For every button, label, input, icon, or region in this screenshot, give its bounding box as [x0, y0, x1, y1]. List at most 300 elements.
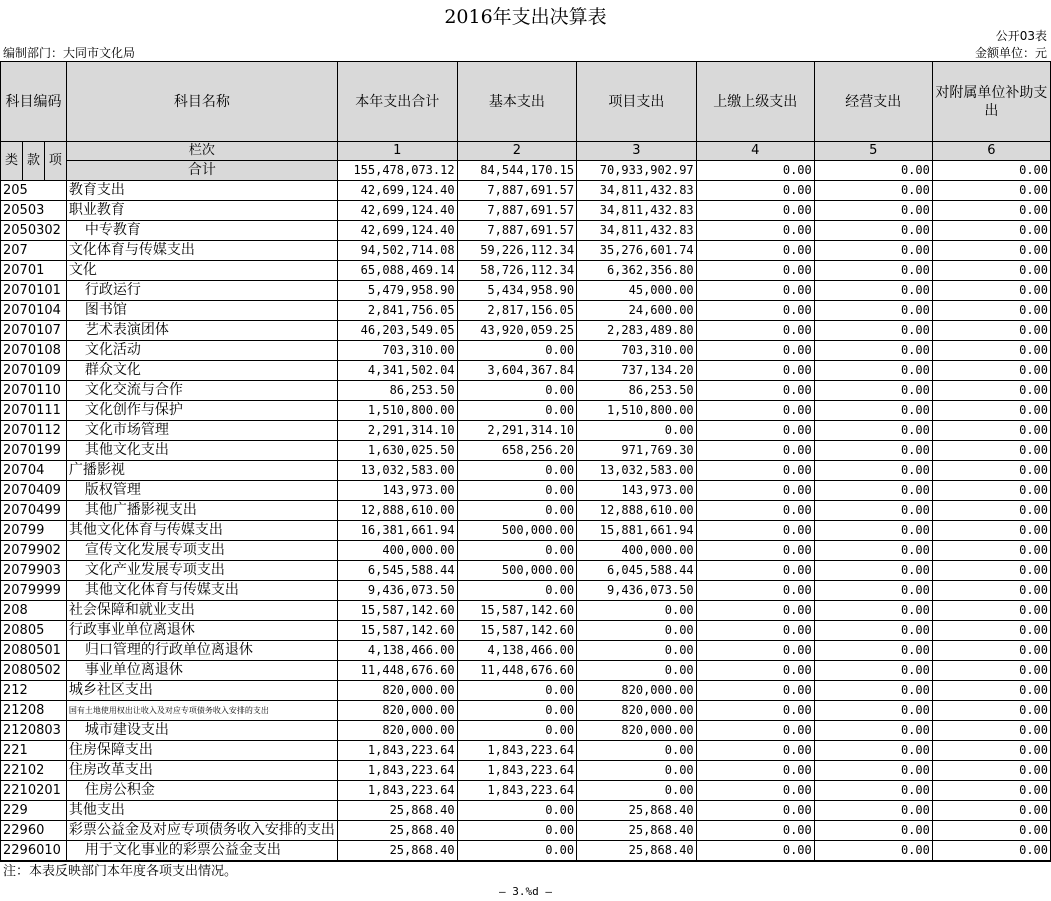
row-total: 2,841,756.05 — [337, 301, 457, 321]
row-upper: 0.00 — [696, 261, 814, 281]
row-subsidy: 0.00 — [932, 581, 1050, 601]
row-subsidy: 0.00 — [932, 601, 1050, 621]
col-number-1: 1 — [337, 142, 457, 161]
row-subsidy: 0.00 — [932, 281, 1050, 301]
row-project: 86,253.50 — [577, 381, 697, 401]
row-basic: 0.00 — [457, 721, 577, 741]
row-subsidy: 0.00 — [932, 421, 1050, 441]
row-upper: 0.00 — [696, 541, 814, 561]
row-total: 820,000.00 — [337, 721, 457, 741]
row-project: 143,973.00 — [577, 481, 697, 501]
row-subsidy: 0.00 — [932, 361, 1050, 381]
header-basic: 基本支出 — [457, 62, 577, 142]
row-subsidy: 0.00 — [932, 841, 1050, 862]
row-basic: 500,000.00 — [457, 561, 577, 581]
row-basic: 2,291,314.10 — [457, 421, 577, 441]
table-row — [1, 321, 1051, 341]
row-business: 0.00 — [814, 841, 932, 862]
table-row — [1, 761, 1051, 781]
row-business: 0.00 — [814, 741, 932, 761]
row-business: 0.00 — [814, 441, 932, 461]
totals-label: 合计 — [66, 161, 337, 181]
row-project: 6,045,588.44 — [577, 561, 697, 581]
table-row — [1, 441, 1051, 461]
table-row — [1, 601, 1051, 621]
row-subsidy: 0.00 — [932, 741, 1050, 761]
column-number-row — [1, 142, 1051, 161]
row-subsidy: 0.00 — [932, 201, 1050, 221]
row-basic: 0.00 — [457, 681, 577, 701]
row-project: 820,000.00 — [577, 681, 697, 701]
row-total: 5,479,958.90 — [337, 281, 457, 301]
row-code: 2120803 — [1, 721, 67, 741]
row-subsidy: 0.00 — [932, 541, 1050, 561]
header-subsidy: 对附属单位补助支出 — [932, 62, 1050, 142]
row-business: 0.00 — [814, 321, 932, 341]
row-name: 归口管理的行政单位离退休 — [66, 641, 337, 661]
col-number-6: 6 — [932, 142, 1050, 161]
row-basic: 0.00 — [457, 841, 577, 862]
totals-upper: 0.00 — [696, 161, 814, 181]
row-code: 2070108 — [1, 341, 67, 361]
table-row — [1, 541, 1051, 561]
row-project: 820,000.00 — [577, 721, 697, 741]
row-upper: 0.00 — [696, 281, 814, 301]
row-basic: 5,434,958.90 — [457, 281, 577, 301]
row-basic: 0.00 — [457, 381, 577, 401]
row-total: 4,138,466.00 — [337, 641, 457, 661]
row-upper: 0.00 — [696, 821, 814, 841]
table-row — [1, 181, 1051, 201]
row-project: 737,134.20 — [577, 361, 697, 381]
table-note: 注：本表反映部门本年度各项支出情况。 — [3, 864, 238, 879]
table-row — [1, 561, 1051, 581]
row-subsidy: 0.00 — [932, 181, 1050, 201]
row-subsidy: 0.00 — [932, 661, 1050, 681]
row-business: 0.00 — [814, 461, 932, 481]
row-total: 1,510,800.00 — [337, 401, 457, 421]
row-total: 820,000.00 — [337, 701, 457, 721]
row-total: 15,587,142.60 — [337, 601, 457, 621]
row-project: 45,000.00 — [577, 281, 697, 301]
page-number: — 3.%d — — [499, 885, 552, 898]
row-code: 2070104 — [1, 301, 67, 321]
row-code: 20503 — [1, 201, 67, 221]
row-business: 0.00 — [814, 361, 932, 381]
row-name: 文化市场管理 — [66, 421, 337, 441]
row-project: 971,769.30 — [577, 441, 697, 461]
row-name: 其他广播影视支出 — [66, 501, 337, 521]
row-subsidy: 0.00 — [932, 701, 1050, 721]
expenditure-table — [0, 61, 1051, 862]
row-name: 城乡社区支出 — [66, 681, 337, 701]
row-business: 0.00 — [814, 641, 932, 661]
row-basic: 0.00 — [457, 341, 577, 361]
totals-subsidy: 0.00 — [932, 161, 1050, 181]
row-business: 0.00 — [814, 781, 932, 801]
row-basic: 1,843,223.64 — [457, 781, 577, 801]
table-number: 公开03表 — [995, 29, 1047, 43]
row-name: 图书馆 — [66, 301, 337, 321]
header-kuan: 款 — [22, 142, 44, 181]
row-total: 15,587,142.60 — [337, 621, 457, 641]
row-basic: 1,843,223.64 — [457, 741, 577, 761]
row-upper: 0.00 — [696, 741, 814, 761]
row-code: 221 — [1, 741, 67, 761]
row-business: 0.00 — [814, 401, 932, 421]
totals-total: 155,478,073.12 — [337, 161, 457, 181]
table-row — [1, 481, 1051, 501]
row-total: 12,888,610.00 — [337, 501, 457, 521]
row-basic: 0.00 — [457, 581, 577, 601]
row-code: 22960 — [1, 821, 67, 841]
row-code: 2210201 — [1, 781, 67, 801]
row-basic: 0.00 — [457, 461, 577, 481]
row-business: 0.00 — [814, 501, 932, 521]
row-name: 其他文化体育与传媒支出 — [66, 521, 337, 541]
table-row — [1, 681, 1051, 701]
row-project: 34,811,432.83 — [577, 221, 697, 241]
row-subsidy: 0.00 — [932, 561, 1050, 581]
row-upper: 0.00 — [696, 201, 814, 221]
row-project: 0.00 — [577, 761, 697, 781]
row-project: 34,811,432.83 — [577, 201, 697, 221]
row-project: 35,276,601.74 — [577, 241, 697, 261]
row-basic: 7,887,691.57 — [457, 221, 577, 241]
row-project: 0.00 — [577, 741, 697, 761]
table-row — [1, 621, 1051, 641]
row-total: 1,843,223.64 — [337, 761, 457, 781]
row-project: 0.00 — [577, 601, 697, 621]
department-row — [0, 45, 1051, 61]
row-upper: 0.00 — [696, 441, 814, 461]
row-basic: 0.00 — [457, 821, 577, 841]
row-code: 2070409 — [1, 481, 67, 501]
row-code: 2070111 — [1, 401, 67, 421]
row-code: 2070112 — [1, 421, 67, 441]
row-business: 0.00 — [814, 241, 932, 261]
row-total: 400,000.00 — [337, 541, 457, 561]
row-total: 2,291,314.10 — [337, 421, 457, 441]
row-code: 22102 — [1, 761, 67, 781]
row-total: 1,843,223.64 — [337, 781, 457, 801]
row-name: 事业单位离退休 — [66, 661, 337, 681]
row-total: 16,381,661.94 — [337, 521, 457, 541]
row-name: 文化创作与保护 — [66, 401, 337, 421]
table-row — [1, 501, 1051, 521]
row-upper: 0.00 — [696, 501, 814, 521]
row-upper: 0.00 — [696, 181, 814, 201]
table-row — [1, 401, 1051, 421]
header-code: 科目编码 — [1, 62, 67, 142]
row-total: 143,973.00 — [337, 481, 457, 501]
row-upper: 0.00 — [696, 841, 814, 862]
row-name: 文化交流与合作 — [66, 381, 337, 401]
row-subsidy: 0.00 — [932, 341, 1050, 361]
row-subsidy: 0.00 — [932, 481, 1050, 501]
row-subsidy: 0.00 — [932, 461, 1050, 481]
row-business: 0.00 — [814, 801, 932, 821]
row-total: 25,868.40 — [337, 801, 457, 821]
row-project: 0.00 — [577, 421, 697, 441]
row-project: 1,510,800.00 — [577, 401, 697, 421]
header-business: 经营支出 — [814, 62, 932, 142]
totals-basic: 84,544,170.15 — [457, 161, 577, 181]
table-row — [1, 201, 1051, 221]
row-project: 0.00 — [577, 661, 697, 681]
row-business: 0.00 — [814, 541, 932, 561]
table-row — [1, 261, 1051, 281]
totals-row — [1, 161, 1051, 181]
row-business: 0.00 — [814, 341, 932, 361]
row-name: 文化活动 — [66, 341, 337, 361]
row-basic: 11,448,676.60 — [457, 661, 577, 681]
row-name: 版权管理 — [66, 481, 337, 501]
row-name: 国有土地使用权出让收入及对应专项债务收入安排的支出 — [66, 701, 337, 721]
row-subsidy: 0.00 — [932, 401, 1050, 421]
row-code: 2070499 — [1, 501, 67, 521]
row-business: 0.00 — [814, 621, 932, 641]
row-total: 25,868.40 — [337, 821, 457, 841]
table-row — [1, 301, 1051, 321]
row-upper: 0.00 — [696, 641, 814, 661]
row-business: 0.00 — [814, 661, 932, 681]
row-total: 1,843,223.64 — [337, 741, 457, 761]
row-project: 15,881,661.94 — [577, 521, 697, 541]
row-code: 2070109 — [1, 361, 67, 381]
row-total: 1,630,025.50 — [337, 441, 457, 461]
header-upper: 上缴上级支出 — [696, 62, 814, 142]
row-business: 0.00 — [814, 701, 932, 721]
row-basic: 7,887,691.57 — [457, 181, 577, 201]
row-business: 0.00 — [814, 301, 932, 321]
row-total: 6,545,588.44 — [337, 561, 457, 581]
row-project: 25,868.40 — [577, 841, 697, 862]
row-upper: 0.00 — [696, 401, 814, 421]
col-number-3: 3 — [577, 142, 697, 161]
row-upper: 0.00 — [696, 701, 814, 721]
row-code: 2070110 — [1, 381, 67, 401]
row-code: 2050302 — [1, 221, 67, 241]
row-basic: 59,226,112.34 — [457, 241, 577, 261]
table-row — [1, 221, 1051, 241]
row-total: 703,310.00 — [337, 341, 457, 361]
col-number-4: 4 — [696, 142, 814, 161]
row-project: 24,600.00 — [577, 301, 697, 321]
row-project: 0.00 — [577, 621, 697, 641]
table-row — [1, 821, 1051, 841]
row-total: 4,341,502.04 — [337, 361, 457, 381]
row-name: 彩票公益金及对应专项债务收入安排的支出 — [66, 821, 337, 841]
row-subsidy: 0.00 — [932, 621, 1050, 641]
row-business: 0.00 — [814, 181, 932, 201]
row-total: 42,699,124.40 — [337, 201, 457, 221]
row-total: 13,032,583.00 — [337, 461, 457, 481]
table-row — [1, 281, 1051, 301]
row-business: 0.00 — [814, 261, 932, 281]
row-basic: 0.00 — [457, 401, 577, 421]
row-name: 用于文化事业的彩票公益金支出 — [66, 841, 337, 862]
col-number-5: 5 — [814, 142, 932, 161]
row-subsidy: 0.00 — [932, 721, 1050, 741]
row-upper: 0.00 — [696, 661, 814, 681]
row-project: 25,868.40 — [577, 801, 697, 821]
row-project: 703,310.00 — [577, 341, 697, 361]
row-subsidy: 0.00 — [932, 241, 1050, 261]
row-basic: 3,604,367.84 — [457, 361, 577, 381]
row-business: 0.00 — [814, 821, 932, 841]
row-upper: 0.00 — [696, 621, 814, 641]
row-basic: 58,726,112.34 — [457, 261, 577, 281]
row-upper: 0.00 — [696, 481, 814, 501]
row-upper: 0.00 — [696, 561, 814, 581]
row-name: 文化产业发展专项支出 — [66, 561, 337, 581]
row-upper: 0.00 — [696, 421, 814, 441]
row-project: 13,032,583.00 — [577, 461, 697, 481]
row-project: 2,283,489.80 — [577, 321, 697, 341]
row-basic: 0.00 — [457, 481, 577, 501]
row-total: 820,000.00 — [337, 681, 457, 701]
row-business: 0.00 — [814, 561, 932, 581]
row-code: 205 — [1, 181, 67, 201]
row-subsidy: 0.00 — [932, 221, 1050, 241]
row-name: 教育支出 — [66, 181, 337, 201]
row-total: 42,699,124.40 — [337, 221, 457, 241]
row-code: 20799 — [1, 521, 67, 541]
row-business: 0.00 — [814, 481, 932, 501]
header-lanci: 栏次 — [66, 142, 337, 161]
row-business: 0.00 — [814, 281, 932, 301]
row-subsidy: 0.00 — [932, 301, 1050, 321]
row-subsidy: 0.00 — [932, 681, 1050, 701]
row-code: 2079903 — [1, 561, 67, 581]
row-upper: 0.00 — [696, 321, 814, 341]
row-business: 0.00 — [814, 521, 932, 541]
row-basic: 4,138,466.00 — [457, 641, 577, 661]
table-row — [1, 721, 1051, 741]
row-business: 0.00 — [814, 601, 932, 621]
row-name: 广播影视 — [66, 461, 337, 481]
row-upper: 0.00 — [696, 381, 814, 401]
row-project: 12,888,610.00 — [577, 501, 697, 521]
row-project: 0.00 — [577, 781, 697, 801]
row-code: 21208 — [1, 701, 67, 721]
row-total: 65,088,469.14 — [337, 261, 457, 281]
row-business: 0.00 — [814, 581, 932, 601]
row-total: 25,868.40 — [337, 841, 457, 862]
row-subsidy: 0.00 — [932, 521, 1050, 541]
row-subsidy: 0.00 — [932, 781, 1050, 801]
row-upper: 0.00 — [696, 801, 814, 821]
row-basic: 0.00 — [457, 801, 577, 821]
row-project: 0.00 — [577, 641, 697, 661]
row-upper: 0.00 — [696, 341, 814, 361]
row-basic: 0.00 — [457, 501, 577, 521]
row-subsidy: 0.00 — [932, 261, 1050, 281]
row-code: 2079902 — [1, 541, 67, 561]
row-name: 其他文化支出 — [66, 441, 337, 461]
row-upper: 0.00 — [696, 521, 814, 541]
row-total: 46,203,549.05 — [337, 321, 457, 341]
row-total: 86,253.50 — [337, 381, 457, 401]
row-business: 0.00 — [814, 221, 932, 241]
row-upper: 0.00 — [696, 761, 814, 781]
header-lei: 类 — [1, 142, 23, 181]
table-row — [1, 521, 1051, 541]
table-row — [1, 741, 1051, 761]
row-basic: 0.00 — [457, 541, 577, 561]
unit-label: 金额单位：元 — [974, 46, 1047, 60]
row-subsidy: 0.00 — [932, 821, 1050, 841]
row-upper: 0.00 — [696, 241, 814, 261]
table-row — [1, 841, 1051, 862]
row-name: 艺术表演团体 — [66, 321, 337, 341]
row-name: 住房改革支出 — [66, 761, 337, 781]
row-upper: 0.00 — [696, 461, 814, 481]
totals-business: 0.00 — [814, 161, 932, 181]
table-row — [1, 581, 1051, 601]
row-name: 行政事业单位离退休 — [66, 621, 337, 641]
row-business: 0.00 — [814, 201, 932, 221]
row-name: 社会保障和就业支出 — [66, 601, 337, 621]
row-basic: 43,920,059.25 — [457, 321, 577, 341]
row-business: 0.00 — [814, 381, 932, 401]
row-upper: 0.00 — [696, 781, 814, 801]
row-name: 中专教育 — [66, 221, 337, 241]
row-name: 职业教育 — [66, 201, 337, 221]
row-project: 34,811,432.83 — [577, 181, 697, 201]
row-project: 9,436,073.50 — [577, 581, 697, 601]
row-upper: 0.00 — [696, 581, 814, 601]
row-upper: 0.00 — [696, 681, 814, 701]
table-number-row — [0, 28, 1051, 44]
row-basic: 0.00 — [457, 701, 577, 721]
row-project: 25,868.40 — [577, 821, 697, 841]
row-project: 820,000.00 — [577, 701, 697, 721]
table-row — [1, 341, 1051, 361]
row-name: 文化体育与传媒支出 — [66, 241, 337, 261]
row-code: 20701 — [1, 261, 67, 281]
header-total: 本年支出合计 — [337, 62, 457, 142]
row-basic: 658,256.20 — [457, 441, 577, 461]
header-row — [1, 62, 1051, 142]
row-basic: 2,817,156.05 — [457, 301, 577, 321]
row-total: 9,436,073.50 — [337, 581, 457, 601]
table-row — [1, 421, 1051, 441]
table-row — [1, 461, 1051, 481]
row-code: 2080502 — [1, 661, 67, 681]
row-name: 住房公积金 — [66, 781, 337, 801]
table-row — [1, 361, 1051, 381]
row-subsidy: 0.00 — [932, 501, 1050, 521]
row-basic: 7,887,691.57 — [457, 201, 577, 221]
row-basic: 1,843,223.64 — [457, 761, 577, 781]
row-code: 2079999 — [1, 581, 67, 601]
row-business: 0.00 — [814, 681, 932, 701]
row-code: 229 — [1, 801, 67, 821]
page-title: 2016年支出决算表 — [444, 6, 607, 28]
row-subsidy: 0.00 — [932, 321, 1050, 341]
row-total: 11,448,676.60 — [337, 661, 457, 681]
row-name: 城市建设支出 — [66, 721, 337, 741]
row-basic: 15,587,142.60 — [457, 601, 577, 621]
row-code: 2070199 — [1, 441, 67, 461]
table-row — [1, 381, 1051, 401]
row-code: 207 — [1, 241, 67, 261]
row-name: 群众文化 — [66, 361, 337, 381]
row-business: 0.00 — [814, 761, 932, 781]
row-basic: 15,587,142.60 — [457, 621, 577, 641]
